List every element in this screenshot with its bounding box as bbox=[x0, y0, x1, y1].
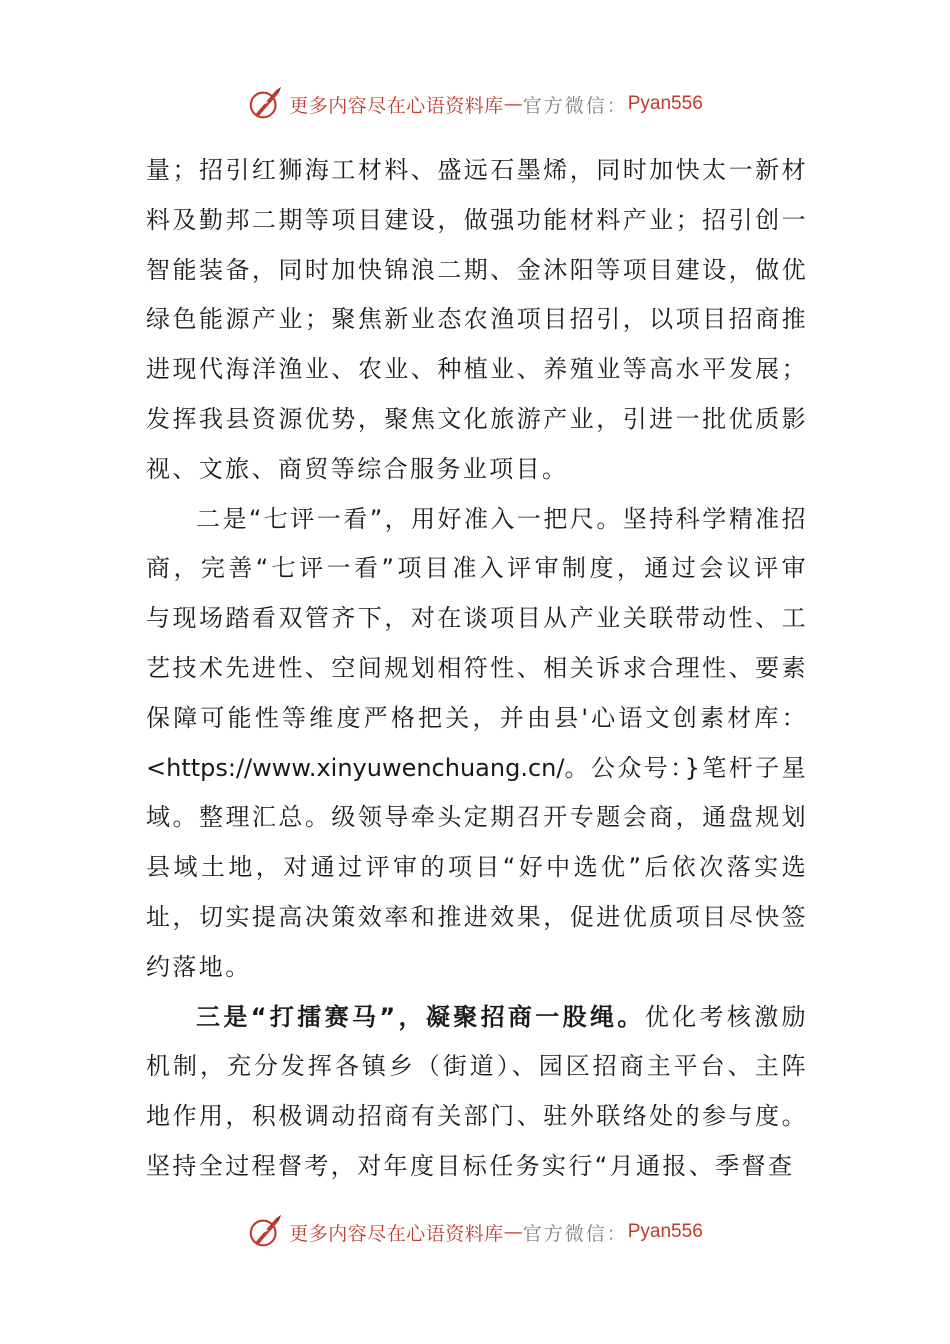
paragraph-2 bbox=[146, 495, 808, 993]
paragraph-3-text: 优化考核激励机制，充分发挥各镇乡（街道）、园区招商主平台、主阵地作用，积极调动招商有关部门、驻外联络处的参与度。坚持全过程督考，对年度目标任务实行“月通报、季督查 bbox=[146, 1002, 808, 1180]
paragraph-1: 量；招引红狮海工材料、盛远石墨烯，同时加快太一新材料及勤邦二期等项目建设，做强功能材料产业；招引创一智能装备，同时加快锦浪二期、金沐阳等项目建设，做优绿色能源产业；聚焦新业态农渔项目招引，以项目招商推进现代海洋渔业、农业、种植业、养殖业等高水平发展；发挥我县资源优势，聚焦文化旅游产业，引进一批优质影视、文旅、商贸等综合服务业项目。 bbox=[146, 156, 808, 483]
quill-pen-logo-icon bbox=[247, 85, 285, 123]
footer-watermark-title: 更多内容尽在心语资料库 bbox=[289, 1222, 504, 1245]
quill-pen-logo-icon bbox=[247, 1213, 285, 1251]
body-text bbox=[146, 146, 808, 1192]
paragraph-3 bbox=[146, 993, 808, 1192]
footer-watermark-account: Pyan556 bbox=[627, 1221, 703, 1242]
paragraph-2-text-a: 二是“七评一看”，用好准入一把尺。坚持科学精准招商，完善“七评一看”项目准入评审制度，通过会议评审与现场踏看双管齐下，对在谈项目从产业关联带动性、工艺技术先进性、空间规划相符性、相关诉求合理性、要素保障可能性等维度严格把关，并由县'心语文创素材库： bbox=[146, 504, 808, 732]
footer-watermark-dash: — bbox=[503, 1221, 523, 1243]
footer-watermark-wechat-label: 官方微信： bbox=[522, 1222, 628, 1245]
header-watermark-account: Pyan556 bbox=[627, 93, 703, 114]
header-watermark-title: 更多内容尽在心语资料库 bbox=[289, 94, 504, 117]
paragraph-2-url: <https://www.xinyuwenchuang.cn/ bbox=[146, 753, 565, 782]
header-watermark-dash: — bbox=[503, 93, 523, 115]
paragraph-3-heading: 三是“打擂赛马”，凝聚招商一股绳。 bbox=[196, 1002, 645, 1031]
header-watermark bbox=[0, 82, 950, 126]
paragraph-2-text-b: 。公众号：}笔杆子星域。整理汇总。级领导牵头定期召开专题会商，通盘规划县域土地，对通过评审的项目“好中选优”后依次落实选址，切实提高决策效率和推进效果，促进优质项目尽快签约落地。 bbox=[146, 753, 808, 981]
footer-watermark bbox=[0, 1210, 950, 1254]
header-watermark-wechat-label: 官方微信： bbox=[522, 94, 628, 117]
